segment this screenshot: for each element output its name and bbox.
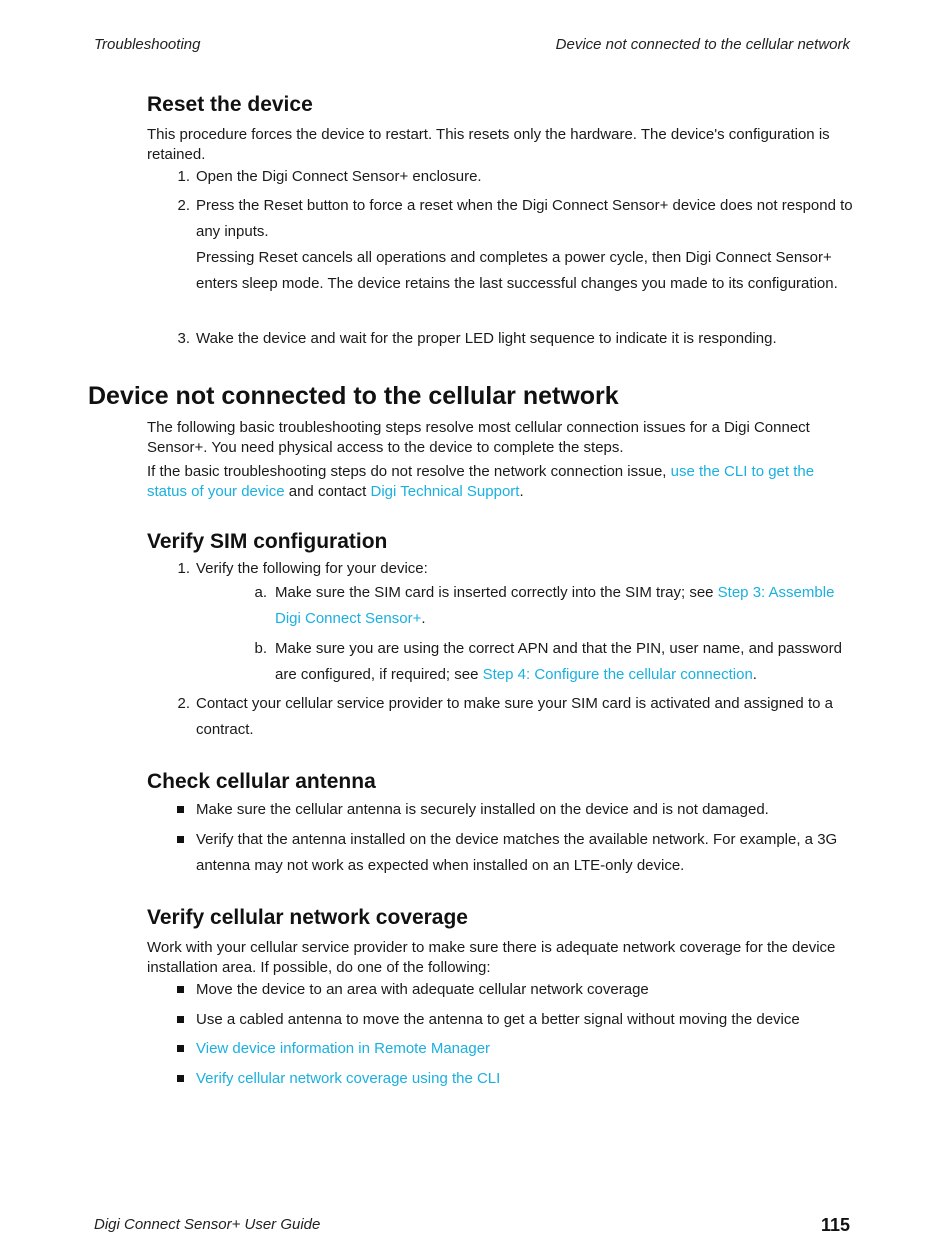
step-text: Verify the following for your device:: [196, 560, 428, 577]
not-connected-para2: [147, 462, 857, 502]
heading-check-antenna: Check cellular antenna: [147, 770, 376, 793]
bullet-square: [177, 806, 184, 813]
reset-step-3: [177, 326, 856, 352]
link-digi-technical-support[interactable]: Digi Technical Support: [370, 483, 520, 500]
heading-verify-sim: Verify SIM configuration: [147, 530, 388, 553]
substep-text-end: .: [421, 610, 426, 627]
bullet-text: Make sure the cellular antenna is securely installed on the device and is not damaged.: [196, 801, 769, 818]
coverage-bullet-3: [196, 1036, 856, 1062]
link-cli-device-status[interactable]: use the CLI to get the status of your device: [147, 463, 815, 500]
step-number: 1.: [177, 168, 190, 185]
reset-step-1: [177, 164, 856, 190]
step-text: Open the Digi Connect Sensor+ enclosure.: [196, 168, 482, 185]
substep-text-end: .: [752, 666, 757, 683]
coverage-intro: Work with your cellular service provider to make sure there is adequate network coverage for the device installation area. If possible, do one of the following:: [147, 939, 836, 976]
link-step4-configure-cellular[interactable]: Step 4: Configure the cellular connection: [482, 666, 753, 683]
bullet-square: [177, 1075, 184, 1082]
step-text: Press the Reset button to force a reset when the Digi Connect Sensor+ device does not respond to any inputs.: [196, 197, 853, 240]
not-connected-intro: The following basic troubleshooting steps resolve most cellular connection issues for a Digi Connect Sensor+. You need physical access to the device to complete the steps.: [147, 419, 810, 456]
heading-device-not-connected: Device not connected to the cellular network: [88, 382, 619, 410]
step-text: Contact your cellular service provider to make sure your SIM card is activated and assigned to a contract.: [196, 695, 833, 738]
step-number: 1.: [177, 560, 190, 577]
para2-text-post: .: [519, 483, 524, 500]
step-number: 2.: [177, 695, 190, 712]
substep-letter: a.: [254, 584, 267, 601]
step-number: 2.: [177, 197, 190, 214]
running-header: [94, 36, 850, 53]
bullet-text: Verify that the antenna installed on the device matches the available network. For example, a 3G antenna may not work as expected when installed on an LTE-only device.: [196, 831, 838, 874]
step-number: 3.: [177, 330, 190, 347]
bullet-square: [177, 1016, 184, 1023]
para2-text-mid: and contact: [284, 483, 371, 500]
substep-letter: b.: [254, 640, 267, 657]
link-verify-coverage-cli[interactable]: Verify cellular network coverage using the CLI: [196, 1070, 501, 1087]
heading-verify-coverage: Verify cellular network coverage: [147, 906, 468, 929]
sim-substep-b: [254, 636, 857, 688]
antenna-bullet-2: [196, 827, 856, 879]
link-step3-assemble[interactable]: Step 3: Assemble Digi Connect Sensor+: [275, 584, 835, 627]
sim-step-2: [177, 691, 856, 743]
footer-guide-title: Digi Connect Sensor+ User Guide: [94, 1216, 321, 1233]
running-footer: [94, 1216, 850, 1233]
header-topic-title: Device not connected to the cellular network: [555, 36, 850, 53]
bullet-text: Use a cabled antenna to move the antenna to get a better signal without moving the device: [196, 1011, 800, 1028]
bullet-square: [177, 986, 184, 993]
coverage-bullet-1: [196, 977, 856, 1003]
coverage-bullet-4: [196, 1066, 856, 1092]
reset-intro: This procedure forces the device to restart. This resets only the hardware. The device's configuration is retained.: [147, 126, 830, 163]
substep-text: Make sure the SIM card is inserted correctly into the SIM tray; see: [275, 584, 718, 601]
bullet-square: [177, 1045, 184, 1052]
sim-step-1: [177, 556, 856, 582]
step-note: Pressing Reset cancels all operations and completes a power cycle, then Digi Connect Sensor+ enters sleep mode. The device retains the last successful changes you made to its configuration.: [196, 249, 838, 292]
bullet-text: Move the device to an area with adequate cellular network coverage: [196, 981, 649, 998]
coverage-bullet-2: [196, 1007, 856, 1033]
para2-text-pre: If the basic troubleshooting steps do not resolve the network connection issue,: [147, 463, 671, 480]
step-text: Wake the device and wait for the proper LED light sequence to indicate it is responding.: [196, 330, 777, 347]
antenna-bullet-1: [196, 797, 856, 823]
bullet-square: [177, 836, 184, 843]
heading-reset-device: Reset the device: [147, 93, 313, 116]
header-section-title: Troubleshooting: [94, 36, 201, 53]
link-view-device-info-remote-manager[interactable]: View device information in Remote Manager: [196, 1040, 491, 1057]
substep-text: Make sure you are using the correct APN and that the PIN, user name, and password are configured, if required; see: [275, 640, 842, 683]
reset-step-2: [177, 193, 856, 297]
page-number: 115: [820, 1215, 850, 1235]
sim-substep-a: [254, 580, 857, 632]
